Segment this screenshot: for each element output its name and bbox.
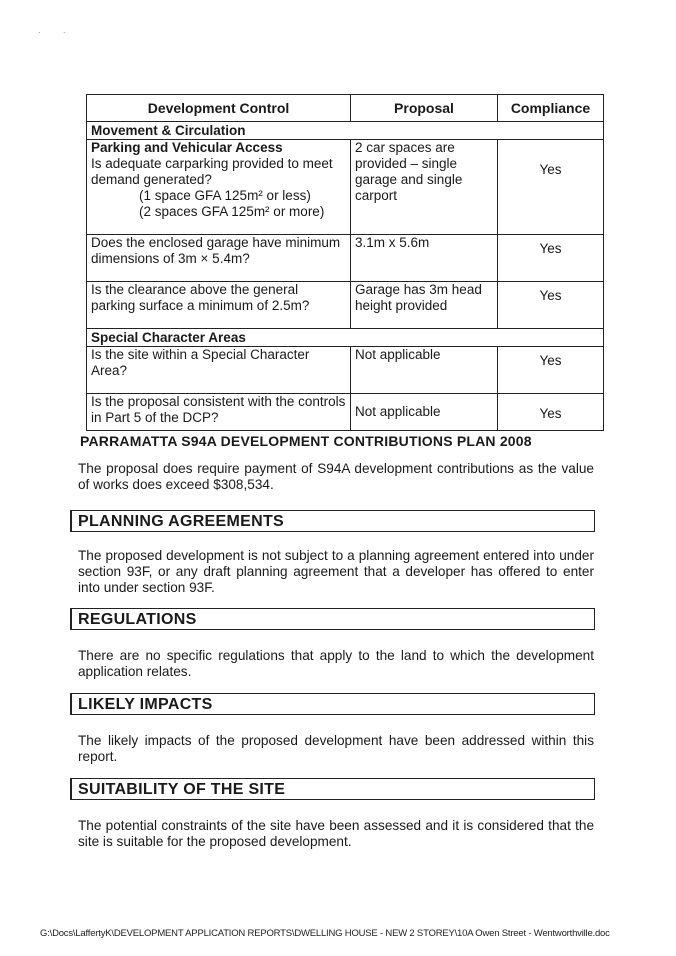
spacer (502, 146, 599, 162)
compliance-cell (498, 347, 604, 394)
scan-specks: · · (38, 28, 66, 37)
proposal-cell (351, 282, 498, 329)
section-row-special-character (87, 329, 604, 347)
proposal-text: Garage has 3m head height provided (355, 282, 482, 313)
suitability-heading: SUITABILITY OF THE SITE (70, 778, 595, 800)
proposal-cell (351, 347, 498, 394)
compliance-value: Yes (539, 353, 562, 368)
control-question: Is the proposal consistent with the controls in Part 5 of the DCP? (91, 394, 346, 425)
control-sub-item: (1 space GFA 125m² or less) (139, 188, 311, 203)
planning-agreements-paragraph: The proposed development is not subject to a planning agreement entered into under section 93F, or any draft planning agreement that a developer has offered to enter into under section 93F. (78, 548, 594, 595)
section-row-movement (87, 122, 604, 140)
contributions-heading: PARRAMATTA S94A DEVELOPMENT CONTRIBUTIONS PLAN 2008 (80, 433, 532, 449)
development-control-table (86, 94, 604, 431)
proposal-text: 3.1m x 5.6m (355, 235, 430, 250)
header-compliance: Compliance (498, 95, 604, 122)
proposal-cell (351, 394, 498, 431)
header-development-control: Development Control (87, 95, 351, 122)
section-title-movement: Movement & Circulation (87, 122, 604, 140)
control-question: Does the enclosed garage have minimum dimensions of 3m × 5.4m? (91, 235, 341, 266)
compliance-cell (498, 282, 604, 329)
compliance-value: Yes (539, 241, 562, 256)
contributions-paragraph: The proposal does require payment of S94A development contributions as the value of works does exceed $308,534. (78, 461, 594, 492)
regulations-heading: REGULATIONS (70, 608, 595, 630)
proposal-text: 2 car spaces are provided – single garage and single carport (355, 140, 463, 203)
compliance-value: Yes (539, 406, 562, 421)
compliance-cell (498, 235, 604, 282)
header-proposal: Proposal (351, 95, 498, 122)
table-row (87, 347, 604, 394)
table-row (87, 394, 604, 431)
table-row (87, 235, 604, 282)
compliance-cell (498, 140, 604, 235)
control-sub-item: (2 spaces GFA 125m² or more) (139, 204, 325, 219)
control-cell (87, 347, 351, 394)
proposal-text: Not applicable (355, 347, 441, 362)
control-question: Is the site within a Special Character Area? (91, 347, 310, 378)
control-question: Is the clearance above the general parking surface a minimum of 2.5m? (91, 282, 310, 313)
control-cell (87, 394, 351, 431)
table-row (87, 140, 604, 235)
regulations-paragraph: There are no specific regulations that apply to the land to which the development application relates. (78, 648, 594, 679)
compliance-cell (498, 394, 604, 431)
control-cell (87, 282, 351, 329)
subsection-heading-parking: Parking and Vehicular Access (91, 140, 283, 155)
control-question: Is adequate carparking provided to meet demand generated? (91, 156, 333, 187)
proposal-text: Not applicable (355, 404, 441, 419)
likely-impacts-heading: LIKELY IMPACTS (70, 693, 595, 715)
table-row (87, 282, 604, 329)
compliance-value: Yes (539, 162, 562, 177)
section-title-special-character: Special Character Areas (87, 329, 604, 347)
planning-agreements-heading: PLANNING AGREEMENTS (70, 510, 595, 532)
proposal-cell (351, 235, 498, 282)
compliance-value: Yes (539, 288, 562, 303)
proposal-cell (351, 140, 498, 235)
likely-impacts-paragraph: The likely impacts of the proposed development have been addressed within this report. (78, 733, 594, 764)
table-header-row (87, 95, 604, 122)
control-cell (87, 235, 351, 282)
control-cell (87, 140, 351, 235)
document-file-path: G:\Docs\LaffertyK\DEVELOPMENT APPLICATION REPORTS\DWELLING HOUSE - NEW 2 STOREY\10A Owen Street - Wentworthville.doc (40, 928, 610, 939)
suitability-paragraph: The potential constraints of the site have been assessed and it is considered that the site is suitable for the proposed development. (78, 818, 594, 849)
